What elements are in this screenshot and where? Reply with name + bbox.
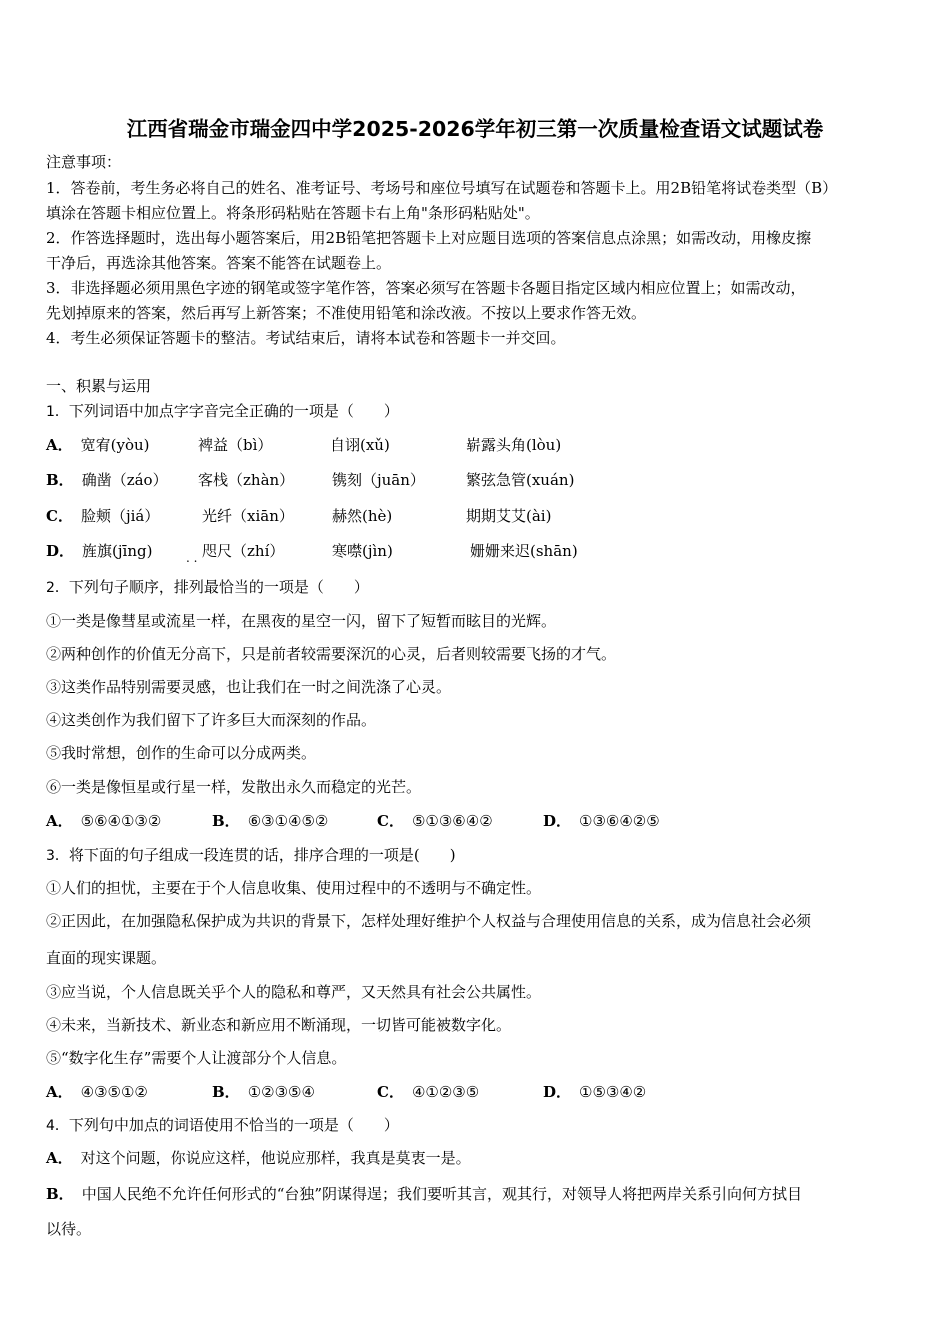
option-item: 赫然(hè) — [332, 507, 393, 525]
option-item: 宽宥(yòu) — [80, 436, 150, 454]
option-text: ⑤①③⑥④② — [411, 812, 493, 830]
q4-option-b[interactable] — [46, 1184, 802, 1204]
question-text: 将下面的句子组成一段连贯的话，排序合理的一项是( ) — [68, 846, 456, 864]
option-text: 对这个问题，你说应这样，他说应那样，我真是莫衷一是。 — [80, 1149, 471, 1167]
option-text-continued: 以待。 — [46, 1220, 92, 1238]
sentence: ②两种创作的价值无分高下，只是前者较需要深沉的心灵，后者则较需要飞扬的才气。 — [46, 645, 617, 663]
question-number: 2． — [46, 580, 69, 596]
option-item: 光纤（xiān） — [202, 507, 294, 525]
option-item: 自诩(xǔ) — [330, 436, 390, 454]
question-number: 3． — [46, 848, 69, 864]
option-item: 裨益（bì） — [198, 436, 273, 454]
option-item: 繁弦急管(xuán) — [466, 471, 575, 489]
option-item: 期期艾艾(ài) — [466, 507, 552, 525]
page-title: 江西省瑞金市瑞金四中学2025-2026学年初三第一次质量检查语文试题试卷 — [126, 117, 824, 141]
option-item: 崭露头角(lòu) — [466, 436, 562, 454]
option-item: 寒噤(jìn) — [332, 542, 393, 560]
q1-option-c[interactable] — [46, 506, 159, 526]
question-text: 下列句子顺序，排列最恰当的一项是（ ） — [68, 578, 369, 596]
question-2-stem — [46, 577, 369, 598]
option-label: A． — [46, 1149, 73, 1167]
sentence: ⑤“数字化生存”需要个人让渡部分个人信息。 — [46, 1049, 347, 1067]
notice-line: 2．作答选择题时，选出每小题答案后，用2B铅笔把答题卡上对应题目选项的答案信息点涂黑；如需改动，用橡皮擦 — [46, 229, 812, 247]
option-text: ④①②③⑤ — [411, 1083, 480, 1101]
option-text: ⑤⑥④①③② — [80, 812, 162, 830]
q3-option-b[interactable] — [212, 1082, 315, 1102]
q2-option-a[interactable] — [46, 811, 161, 831]
option-item: 旌旗(jīng) — [82, 542, 153, 560]
notice-line: 填涂在答题卡相应位置上。将条形码粘贴在答题卡右上角"条形码粘贴处"。 — [46, 204, 540, 222]
q3-option-c[interactable] — [377, 1082, 479, 1102]
question-text: 下列句中加点的词语使用不恰当的一项是（ ） — [68, 1116, 399, 1134]
question-3-stem — [46, 845, 456, 866]
notice-line: 4．考生必须保证答题卡的整洁。考试结束后，请将本试卷和答题卡一并交回。 — [46, 329, 566, 347]
sentence: ④这类创作为我们留下了许多巨大而深刻的作品。 — [46, 711, 377, 729]
option-text: 中国人民绝不允许任何形式的“台独”阴谋得逞；我们要听其言，观其行，对领导人将把两岸关系引向何方拭目 — [81, 1185, 803, 1203]
question-4-stem — [46, 1115, 399, 1136]
option-text: ⑥③①④⑤② — [247, 812, 329, 830]
option-item: 镌刻（juān） — [332, 471, 425, 489]
option-label: A． — [46, 812, 73, 830]
option-text: ④③⑤①② — [80, 1083, 148, 1101]
notice-line: 干净后，再选涂其他答案。答案不能答在试题卷上。 — [46, 254, 392, 272]
question-number: 1． — [46, 404, 69, 420]
option-label: C． — [377, 812, 404, 830]
option-item: 咫尺（zhí） — [202, 542, 285, 560]
option-label: C． — [377, 1083, 404, 1101]
option-item: 客栈（zhàn） — [198, 471, 295, 489]
emphasis-dots: . . — [186, 551, 198, 565]
option-item: 姗姗来迟(shān) — [470, 542, 578, 560]
sentence: ①人们的担忧，主要在于个人信息收集、使用过程中的不透明与不确定性。 — [46, 879, 542, 897]
option-text: ①③⑥④②⑤ — [579, 812, 660, 830]
sentence: ②正因此，在加强隐私保护成为共识的背景下，怎样处理好维护个人权益与合理使用信息的关系，成为信息社会必须 — [46, 912, 812, 930]
sentence: ③应当说，个人信息既关乎个人的隐私和尊严，又天然具有社会公共属性。 — [46, 983, 542, 1001]
notice-line: 3．非选择题必须用黑色字迹的钢笔或签字笔作答，答案必须写在答题卡各题目指定区域内相应位置上；如需改动， — [46, 279, 806, 297]
q2-option-c[interactable] — [377, 811, 493, 831]
question-text: 下列词语中加点字字音完全正确的一项是（ ） — [68, 402, 399, 420]
q1-option-a[interactable] — [46, 435, 150, 455]
option-label: C． — [46, 507, 73, 525]
option-item: 确凿（záo） — [81, 471, 168, 489]
sentence: ⑤我时常想，创作的生命可以分成两类。 — [46, 744, 317, 762]
q4-option-a[interactable] — [46, 1148, 471, 1168]
option-label: B． — [212, 1083, 240, 1101]
option-label: D． — [543, 1083, 572, 1101]
question-number: 4． — [46, 1118, 69, 1134]
option-label: A． — [46, 1083, 73, 1101]
option-item: 脸颊（jiá） — [80, 507, 160, 525]
sentence: 直面的现实课题。 — [46, 949, 167, 967]
section-heading: 一、积累与运用 — [46, 377, 152, 395]
option-label: B． — [212, 812, 240, 830]
option-label: B． — [46, 1185, 74, 1203]
option-label: B． — [46, 471, 74, 489]
sentence: ④未来，当新技术、新业态和新应用不断涌现，一切皆可能被数字化。 — [46, 1016, 512, 1034]
sentence: ⑥一类是像恒星或行星一样，发散出永久而稳定的光芒。 — [46, 778, 422, 796]
option-label: D． — [543, 812, 572, 830]
q3-option-a[interactable] — [46, 1082, 148, 1102]
option-label: A． — [46, 436, 73, 454]
question-1-stem — [46, 401, 399, 422]
notice-heading: 注意事项： — [46, 153, 122, 171]
sentence: ③这类作品特别需要灵感，也让我们在一时之间洗涤了心灵。 — [46, 678, 452, 696]
sentence: ①一类是像彗星或流星一样，在黑夜的星空一闪，留下了短暂而眩目的光辉。 — [46, 612, 557, 630]
notice-line: 1．答卷前，考生务必将自己的姓名、准考证号、考场号和座位号填写在试题卷和答题卡上。用2B铅笔将试卷类型（B） — [46, 179, 838, 197]
q2-option-d[interactable] — [543, 811, 660, 831]
option-label: D． — [46, 542, 75, 560]
option-text: ①⑤③④② — [579, 1083, 647, 1101]
q3-option-d[interactable] — [543, 1082, 646, 1102]
option-text: ①②③⑤④ — [247, 1083, 315, 1101]
q2-option-b[interactable] — [212, 811, 328, 831]
q1-option-b[interactable] — [46, 470, 168, 490]
notice-line: 先划掉原来的答案，然后再写上新答案；不准使用铅笔和涂改液。不按以上要求作答无效。 — [46, 304, 647, 322]
q1-option-d[interactable] — [46, 541, 152, 561]
